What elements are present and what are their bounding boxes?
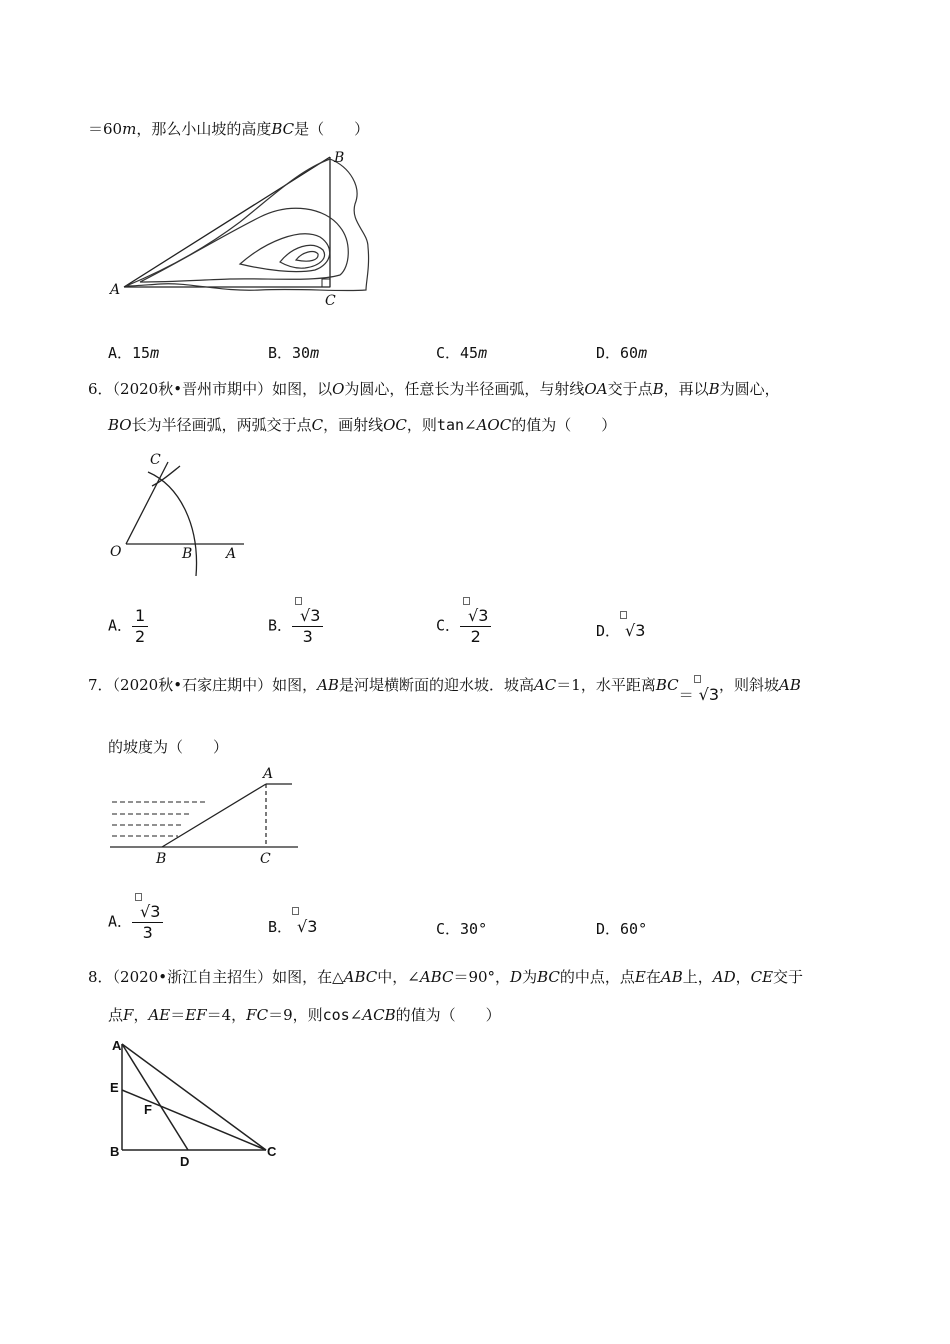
q7-var: AC xyxy=(533,676,557,694)
q8-stem-line-1 xyxy=(88,966,803,987)
q7-label-c: C xyxy=(260,851,271,867)
option-unit: m xyxy=(478,344,488,362)
q6-text: 为圆心，任意长为半径画弧，与射线 xyxy=(344,380,585,398)
root-index-box xyxy=(135,893,142,901)
q6-option-d[interactable] xyxy=(596,620,645,641)
option-value: 60° xyxy=(620,920,648,938)
q6-var: OC xyxy=(383,416,407,434)
q8-stem-line-2 xyxy=(108,1004,501,1025)
option-letter: C． xyxy=(436,616,461,635)
option-unit: m xyxy=(310,344,320,362)
q8-text: ， xyxy=(735,968,751,986)
q8-label-c: C xyxy=(267,1144,277,1159)
option-unit: m xyxy=(150,344,160,362)
q8-text: ＝9，则 xyxy=(268,1006,323,1024)
q6-label-b: B xyxy=(182,546,193,562)
option-letter: C． xyxy=(436,920,461,938)
fraction-denominator: 3 xyxy=(142,923,153,942)
fraction xyxy=(292,606,323,647)
q7-option-b[interactable] xyxy=(268,916,317,937)
option-letter: A． xyxy=(108,912,133,931)
fraction xyxy=(460,606,491,647)
q8-label-d: D xyxy=(180,1154,190,1169)
q5-var: BC xyxy=(271,120,295,138)
q6-text: 如图，以 xyxy=(272,380,333,398)
q8-text: ＝ xyxy=(170,1006,186,1024)
q5-label-c: C xyxy=(325,293,336,309)
q5-option-a[interactable] xyxy=(108,342,159,363)
option-letter: A． xyxy=(108,616,133,635)
q6-var: BO xyxy=(108,416,132,434)
radicand: 3 xyxy=(478,606,489,625)
q7-option-a[interactable] xyxy=(108,902,163,943)
option-value: 45 xyxy=(460,344,479,362)
fraction-denominator: 3 xyxy=(302,627,313,646)
q6-stem-line-2 xyxy=(108,414,616,435)
option-letter: D． xyxy=(596,344,621,362)
q8-var: E xyxy=(634,968,646,986)
q6-var: B xyxy=(652,380,664,398)
q7-text: ＝ xyxy=(678,686,694,704)
q6-var: O xyxy=(332,380,345,398)
q6-text: ，再以 xyxy=(663,380,709,398)
fraction xyxy=(132,902,163,943)
q7-stem-line-1 xyxy=(88,674,801,704)
root-index-box xyxy=(292,907,299,915)
q6-option-c[interactable] xyxy=(436,606,491,647)
q7-text: 如图， xyxy=(272,676,318,694)
q8-label-b: B xyxy=(110,1144,120,1159)
root-index-box xyxy=(620,611,627,619)
q8-var: FC xyxy=(246,1006,269,1024)
q8-var: BC xyxy=(537,968,560,986)
q8-var: AB xyxy=(660,968,683,986)
q8-text: ＝90°， xyxy=(453,968,511,986)
fraction-denominator: 2 xyxy=(135,627,146,646)
q6-text: ，则 xyxy=(406,416,437,434)
q7-option-c[interactable] xyxy=(436,918,487,939)
q8-text: 如图，在△ xyxy=(272,968,344,986)
root-index-box xyxy=(295,597,302,605)
q8-text: 的中点，点 xyxy=(559,968,635,986)
fraction-numerator: √3 xyxy=(460,606,491,627)
q8-text: 的值为（ ） xyxy=(395,1006,501,1024)
q6-text: 交于点 xyxy=(607,380,653,398)
fraction-numerator: √3 xyxy=(132,902,163,923)
fraction-denominator: 2 xyxy=(470,627,481,646)
option-value: 30° xyxy=(460,920,488,938)
q8-var: AD xyxy=(712,968,736,986)
q6-label-c: C xyxy=(150,452,161,468)
q8-var: EF xyxy=(185,1006,207,1024)
question-source: （2020秋•石家庄期中） xyxy=(112,676,273,694)
option-value: 15 xyxy=(132,344,151,362)
radicand: 3 xyxy=(307,917,318,936)
option-letter: C． xyxy=(436,344,461,362)
q7-var: BC xyxy=(655,676,679,694)
q8-text: 为 xyxy=(522,968,538,986)
q8-var: F xyxy=(123,1006,134,1024)
q7-text: ＝1，水平距离 xyxy=(556,676,656,694)
option-letter: D． xyxy=(596,920,621,938)
q8-var: D xyxy=(510,968,523,986)
q7-text: 是河堤横断面的迎水坡．坡高 xyxy=(338,676,534,694)
radical: √3 xyxy=(694,685,719,704)
q8-label-e: E xyxy=(110,1080,119,1095)
root-index-box xyxy=(463,597,470,605)
root-index-box xyxy=(694,675,701,683)
q8-text: 上， xyxy=(682,968,713,986)
q7-embankment-figure xyxy=(100,762,310,870)
q8-var: ABC xyxy=(419,968,454,986)
option-letter: D． xyxy=(596,622,621,640)
option-value: 60 xyxy=(620,344,639,362)
q6-var: B xyxy=(708,380,720,398)
q7-text: 的坡度为（ ） xyxy=(108,738,229,756)
q5-text: ＝60 xyxy=(88,120,123,138)
q7-text: ，则斜坡 xyxy=(719,676,780,694)
q5-label-a: A xyxy=(110,282,121,298)
q8-var: ACB xyxy=(362,1006,396,1024)
q5-option-c[interactable] xyxy=(436,342,487,363)
q8-side-ac xyxy=(122,1044,266,1150)
q6-ray-oc xyxy=(126,462,168,544)
q6-construction-figure xyxy=(100,446,260,586)
q6-label-a: A xyxy=(226,546,237,562)
question-number: 7． xyxy=(88,676,113,694)
option-letter: A． xyxy=(108,344,133,362)
question-source: （2020•浙江自主招生） xyxy=(112,968,273,986)
q8-text: 在 xyxy=(645,968,661,986)
q8-segment-ce xyxy=(122,1090,266,1150)
q6-label-o: O xyxy=(110,544,122,560)
radical: √3 xyxy=(292,917,317,936)
question-number: 6． xyxy=(88,380,113,398)
question-number: 8． xyxy=(88,968,113,986)
q7-label-b: B xyxy=(156,851,167,867)
q8-text: ， xyxy=(133,1006,149,1024)
q5-stem-tail xyxy=(88,118,369,139)
fraction-numerator: √3 xyxy=(292,606,323,627)
q5-contour-5 xyxy=(296,252,318,262)
option-letter: B． xyxy=(268,918,293,936)
q8-triangle-figure xyxy=(100,1032,290,1172)
q5-text: 是（ ） xyxy=(294,120,370,138)
q6-angle-symbol: ∠ xyxy=(464,416,477,434)
q6-text: 长为半径画弧，两弧交于点 xyxy=(131,416,312,434)
q8-angle-symbol: ∠ xyxy=(349,1006,363,1024)
q8-var: ABC xyxy=(343,968,378,986)
q8-segment-ad xyxy=(122,1044,188,1150)
q8-var: CE xyxy=(750,968,774,986)
q5-right-angle-mark xyxy=(322,279,330,287)
fraction xyxy=(132,606,148,647)
option-unit: m xyxy=(638,344,648,362)
q7-var: AB xyxy=(779,676,801,694)
option-letter: B． xyxy=(268,344,293,362)
q7-var: AB xyxy=(317,676,339,694)
q6-option-a[interactable] xyxy=(108,606,148,647)
q6-func: tan xyxy=(436,416,465,434)
q8-text: 点 xyxy=(108,1006,124,1024)
q5-option-d[interactable] xyxy=(596,342,647,363)
q6-var: AOC xyxy=(476,416,512,434)
q5-hill-figure xyxy=(100,142,390,312)
q7-option-d[interactable] xyxy=(596,918,647,939)
q5-line-ab xyxy=(124,157,330,287)
q8-var: AE xyxy=(148,1006,171,1024)
q7-label-a: A xyxy=(263,766,274,782)
q5-unit: m xyxy=(122,120,137,138)
q8-text: 交于 xyxy=(773,968,804,986)
q6-text: 为圆心， xyxy=(719,380,780,398)
option-letter: B． xyxy=(268,616,293,635)
q8-label-a: A xyxy=(112,1038,122,1053)
q6-var: C xyxy=(311,416,324,434)
q6-text: ，画射线 xyxy=(323,416,384,434)
fraction-numerator: 1 xyxy=(132,606,148,627)
option-value: 30 xyxy=(292,344,311,362)
q5-label-b: B xyxy=(334,150,345,166)
q5-text: ，那么小山坡的高度 xyxy=(136,120,272,138)
radicand: 3 xyxy=(150,902,161,921)
q6-var: OA xyxy=(584,380,608,398)
radical: √3 xyxy=(620,621,645,640)
q8-text: ＝4， xyxy=(206,1006,247,1024)
q7-stem-line-2 xyxy=(108,736,228,757)
question-source: （2020秋•晋州市期中） xyxy=(112,380,273,398)
q6-text: 的值为（ ） xyxy=(511,416,617,434)
radicand: 3 xyxy=(708,685,720,704)
q7-slope-ab xyxy=(162,784,266,847)
radicand: 3 xyxy=(635,621,646,640)
q5-option-b[interactable] xyxy=(268,342,319,363)
q6-stem-line-1 xyxy=(88,378,780,399)
q8-text: 中，∠ xyxy=(377,968,420,986)
q8-label-f: F xyxy=(144,1102,152,1117)
q8-func: cos xyxy=(322,1006,350,1024)
radicand: 3 xyxy=(310,606,321,625)
q6-option-b[interactable] xyxy=(268,606,323,647)
